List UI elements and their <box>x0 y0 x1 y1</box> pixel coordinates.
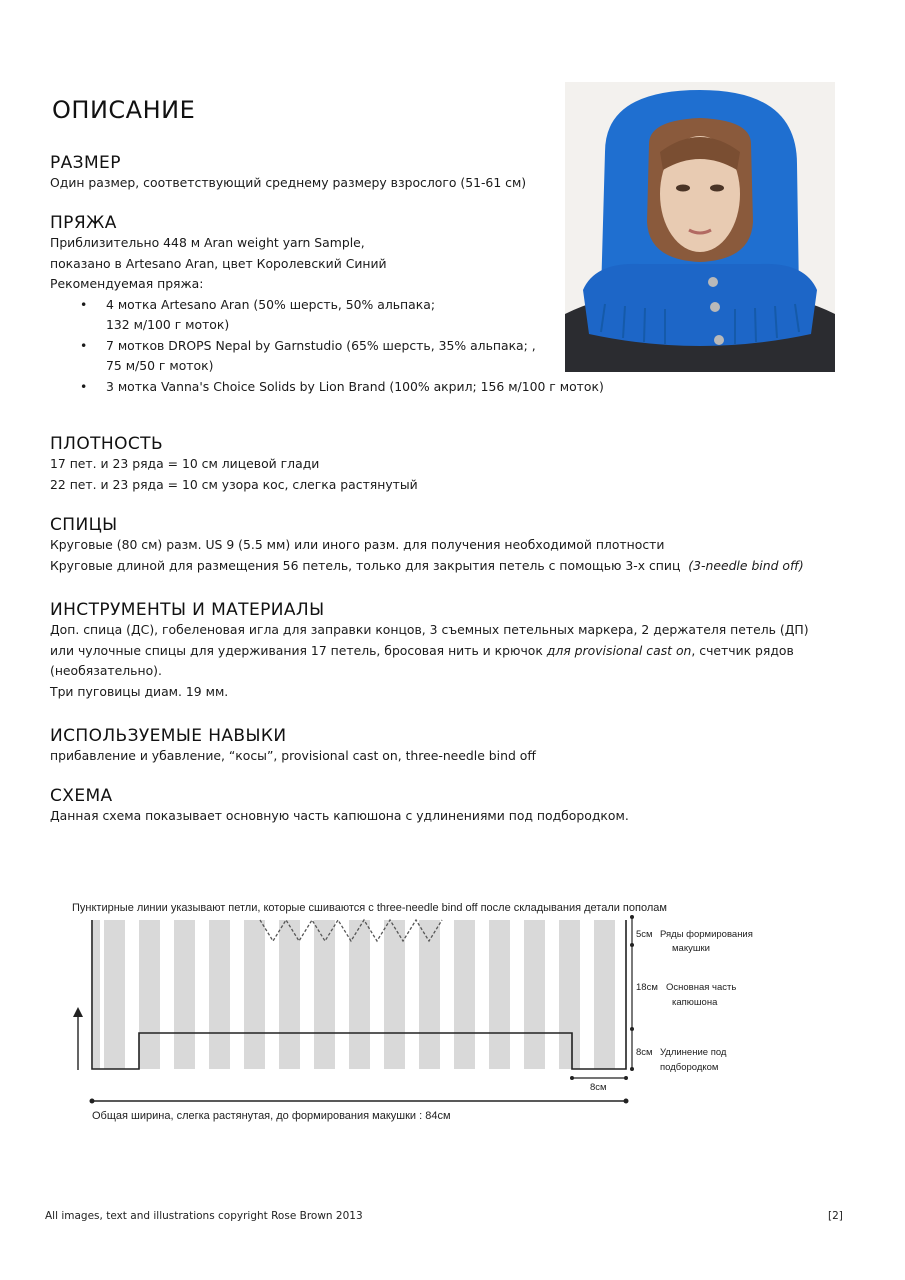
needles-section <box>50 515 850 576</box>
gauge-line: 22 пет. и 23 ряда = 10 см узора кос, слегка растянутый <box>50 476 418 492</box>
total-width-note: Общая ширина, слегка растянутая, до формирования макушки <box>92 1110 417 1122</box>
list-item-text: 132 м/100 г моток) <box>106 317 230 332</box>
schema-diagram <box>60 895 820 1135</box>
skills-section <box>50 726 850 767</box>
needles-heading: СПИЦЫ <box>50 515 118 535</box>
notions-text: , счетчик рядов <box>691 642 794 658</box>
arrow-head-icon <box>73 1007 83 1017</box>
measure-5cm-label: Ряды формирования <box>660 929 753 940</box>
yarn-section <box>50 213 850 397</box>
skills-heading: ИСПОЛЬЗУЕМЫЕ НАВЫКИ <box>50 726 287 746</box>
notions-text: или чулочные спицы для удерживания 17 петель, бросовая нить и крючок <box>50 642 543 658</box>
measure-18cm-label: капюшона <box>672 997 718 1008</box>
list-item-text: 4 мотка Artesano Aran (50% шерсть, 50% альпака; <box>106 296 435 312</box>
notions-heading: ИНСТРУМЕНТЫ И МАТЕРИАЛЫ <box>50 600 325 620</box>
yarn-line: Приблизительно 448 м Aran weight yarn Sample, <box>50 235 365 250</box>
total-width-value: : 84см <box>419 1110 451 1122</box>
measure-5cm: 5см <box>636 929 653 940</box>
list-item <box>50 336 850 377</box>
notions-italic: для provisional cast on <box>546 642 692 658</box>
size-heading: РАЗМЕР <box>50 153 121 173</box>
size-section <box>50 153 850 194</box>
yarn-line: показано в Artesano Aran, цвет Королевский Синий <box>50 255 387 271</box>
total-width-label <box>92 1110 451 1122</box>
page-title: ОПИСАНИЕ <box>52 96 196 124</box>
list-item <box>50 295 850 336</box>
diagram-top-note: Пунктирные линии указывают петли, которые сшиваются с three-needle bind off после складывания детали пополам <box>72 902 667 914</box>
measure-18cm-label: Основная часть <box>666 982 737 993</box>
needles-line-text: Круговые длиной для размещения 56 петель, только для закрытия петель с помощью 3-х спиц <box>50 557 681 573</box>
gauge-heading: ПЛОТНОСТЬ <box>50 434 164 454</box>
skills-text: прибавление и убавление, “косы”, provisional cast on, three-needle bind off <box>50 748 536 763</box>
notions-line: (необязательно). <box>50 663 162 678</box>
list-item-text: 7 мотков DROPS Nepal by Garnstudio (65% шерсть, 35% альпака; , <box>106 337 536 353</box>
needles-line-italic: (3-needle bind off) <box>688 557 804 573</box>
notions-line: Три пуговицы диам. 19 мм. <box>50 683 229 699</box>
schema-section <box>50 786 850 827</box>
measure-8cm-label: подбородком <box>660 1062 719 1073</box>
schema-heading: СХЕМА <box>50 786 113 806</box>
notions-line: Доп. спица (ДС), гобеленовая игла для заправки концов, 3 съемных петельных маркера, 2 держателя петель (ДП) <box>50 622 809 637</box>
gauge-line: 17 пет. и 23 ряда = 10 см лицевой глади <box>50 456 320 471</box>
needles-line <box>50 556 850 577</box>
footer-copyright: All images, text and illustrations copyright Rose Brown 2013 <box>45 1210 363 1222</box>
yarn-heading: ПРЯЖА <box>50 213 117 233</box>
chin-width-label: 8см <box>590 1082 607 1093</box>
gauge-section <box>50 434 850 495</box>
notions-section <box>50 600 850 702</box>
measure-5cm-label: макушки <box>672 943 710 954</box>
page-number: [2] <box>828 1210 843 1222</box>
measure-8cm-label: Удлинение под <box>660 1047 727 1058</box>
list-item-text: 3 мотка Vanna's Choice Solids by Lion Brand (100% акрил; 156 м/100 г моток) <box>106 378 604 394</box>
size-text: Один размер, соответствующий среднему размеру взрослого (51-61 см) <box>50 175 527 190</box>
schema-text: Данная схема показывает основную часть капюшона с удлинениями под подбородком. <box>50 808 629 823</box>
yarn-list <box>50 295 850 398</box>
list-item-text: 75 м/50 г моток) <box>106 358 214 373</box>
measure-18cm: 18см <box>636 982 658 993</box>
measure-8cm: 8см <box>636 1047 653 1058</box>
diagram-stripes <box>93 920 615 1069</box>
needles-line: Круговые (80 см) разм. US 9 (5.5 мм) или иного разм. для получения необходимой плотности <box>50 537 665 552</box>
list-item <box>50 377 850 398</box>
notions-line <box>50 641 850 662</box>
yarn-line: Рекомендуемая пряжа: <box>50 276 204 291</box>
